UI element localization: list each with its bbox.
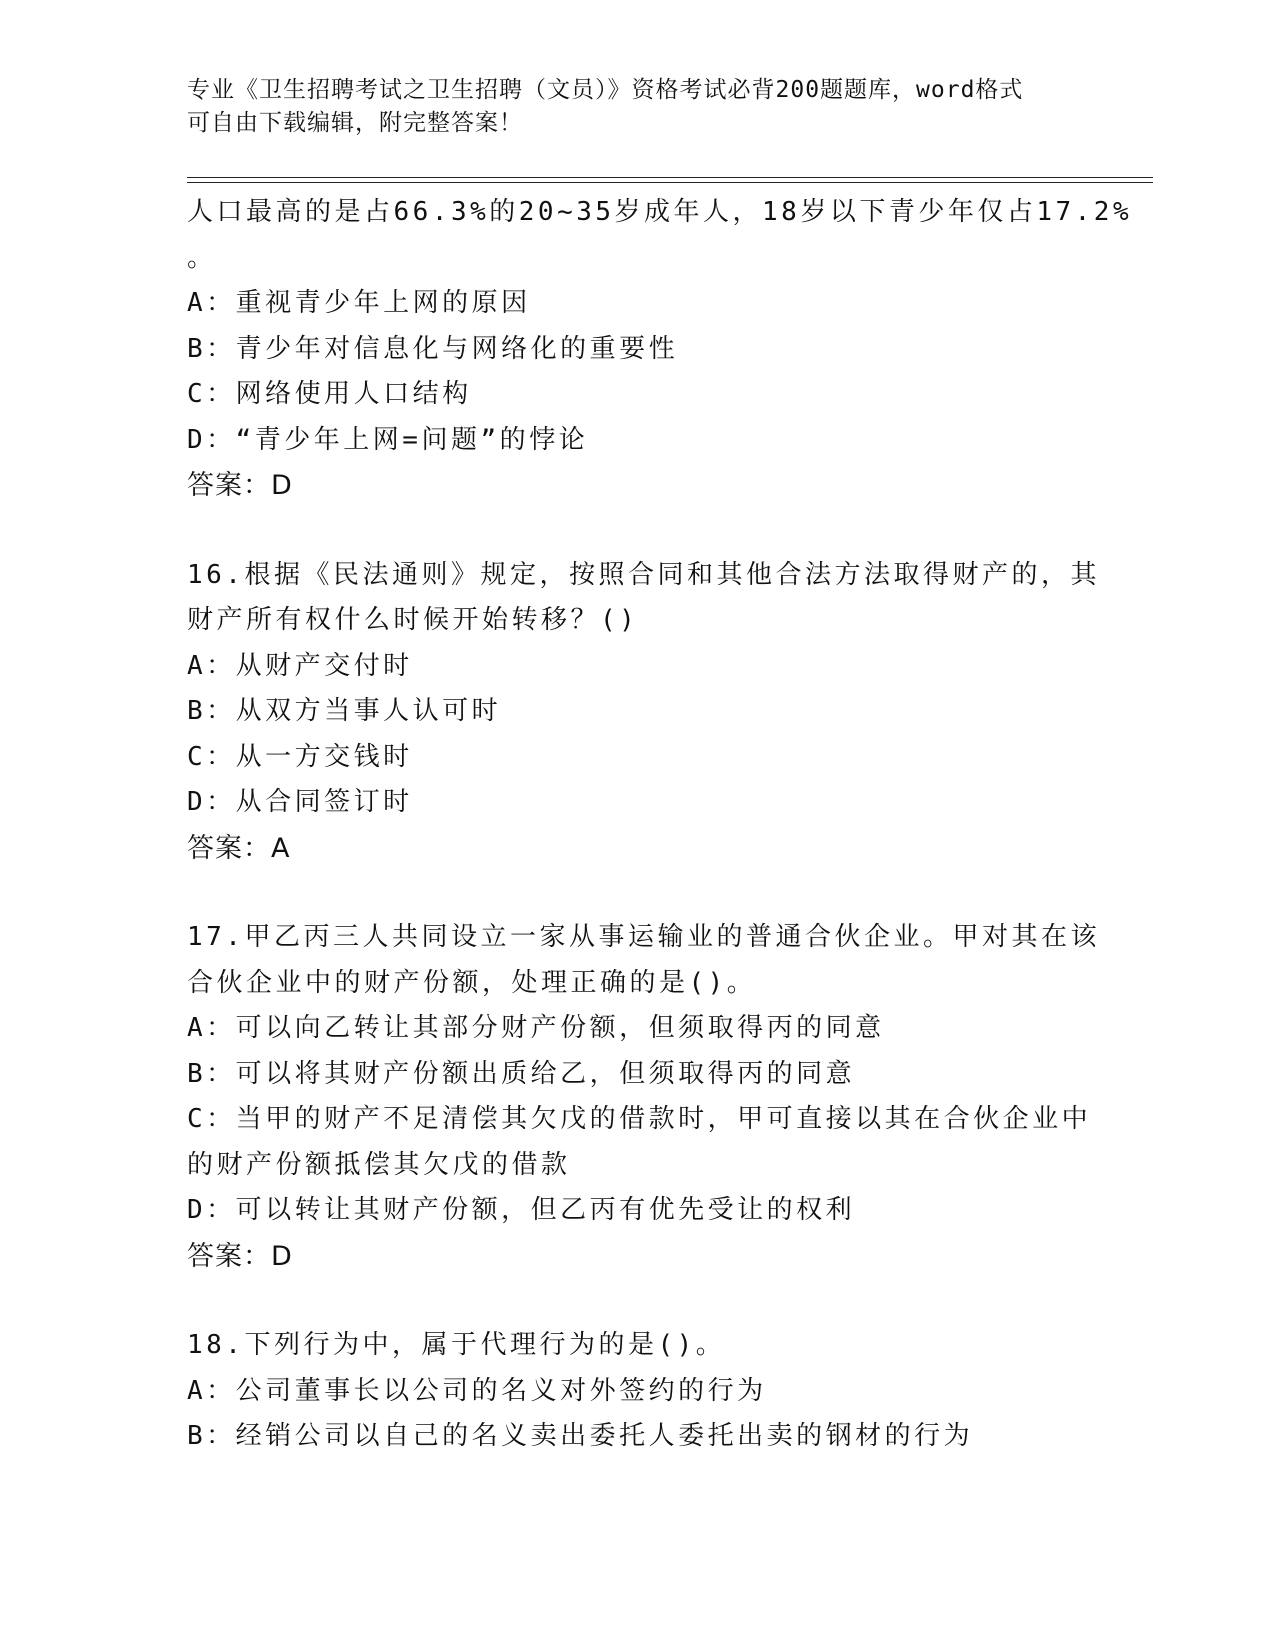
header-line-2: 可自由下载编辑，附完整答案！	[187, 110, 523, 136]
document-header	[187, 74, 1067, 140]
question-content	[187, 190, 1133, 1460]
option-c: C：网络使用人口结构	[187, 379, 472, 409]
question-stem-line: 合伙企业中的财产份额，处理正确的是()。	[187, 967, 757, 998]
question-gap	[187, 1279, 1087, 1323]
option-a: A：公司董事长以公司的名义对外签约的行为	[187, 1375, 767, 1406]
option-c: C：当甲的财产不足清偿其欠戊的借款时，甲可直接以其在合伙企业中	[187, 1104, 1092, 1134]
question-15-continued	[187, 190, 1133, 509]
question-18	[187, 1323, 1087, 1460]
header-divider-bottom	[187, 182, 1153, 183]
question-gap	[187, 871, 1087, 915]
answer-label: 答案：A	[187, 832, 291, 864]
option-b: B：从双方当事人认可时	[187, 696, 502, 726]
option-a: A：重视青少年上网的原因	[187, 288, 531, 318]
option-d: D：“青少年上网=问题”的悖论	[187, 424, 589, 455]
option-c: C：从一方交钱时	[187, 741, 413, 772]
question-stem-line: 财产所有权什么时候开始转移？()	[187, 605, 639, 635]
question-16	[187, 553, 1100, 872]
question-stem-line: 17.甲乙丙三人共同设立一家从事运输业的普通合伙企业。甲对其在该	[187, 922, 1100, 952]
option-a: A：从财产交付时	[187, 650, 413, 681]
answer-label: 答案：D	[187, 470, 293, 501]
option-d: D：可以转让其财产份额，但乙丙有优先受让的权利	[187, 1195, 856, 1225]
question-17	[187, 915, 1100, 1279]
option-d: D：从合同签订时	[187, 787, 413, 817]
question-stem-line: 人口最高的是占66.3%的20~35岁成年人，18岁以下青少年仅占17.2%	[187, 197, 1133, 227]
option-b: B：经销公司以自己的名义卖出委托人委托出卖的钢材的行为	[187, 1421, 974, 1451]
question-stem-line: 。	[187, 242, 217, 273]
question-gap	[187, 509, 1087, 553]
option-c-continued: 的财产份额抵偿其欠戊的借款	[187, 1149, 571, 1180]
header-divider-top	[187, 177, 1153, 178]
question-stem-line: 18.下列行为中，属于代理行为的是()。	[187, 1330, 726, 1360]
option-b: B：可以将其财产份额出质给乙，但须取得丙的同意	[187, 1058, 856, 1089]
option-a: A：可以向乙转让其部分财产份额，但须取得丙的同意	[187, 1013, 885, 1043]
question-stem-line: 16.根据《民法通则》规定，按照合同和其他合法方法取得财产的，其	[187, 559, 1100, 590]
option-b: B：青少年对信息化与网络化的重要性	[187, 333, 679, 364]
header-line-1: 专业《卫生招聘考试之卫生招聘（文员）》资格考试必背200题题库，word格式	[187, 77, 1024, 103]
answer-label: 答案：D	[187, 1240, 293, 1272]
